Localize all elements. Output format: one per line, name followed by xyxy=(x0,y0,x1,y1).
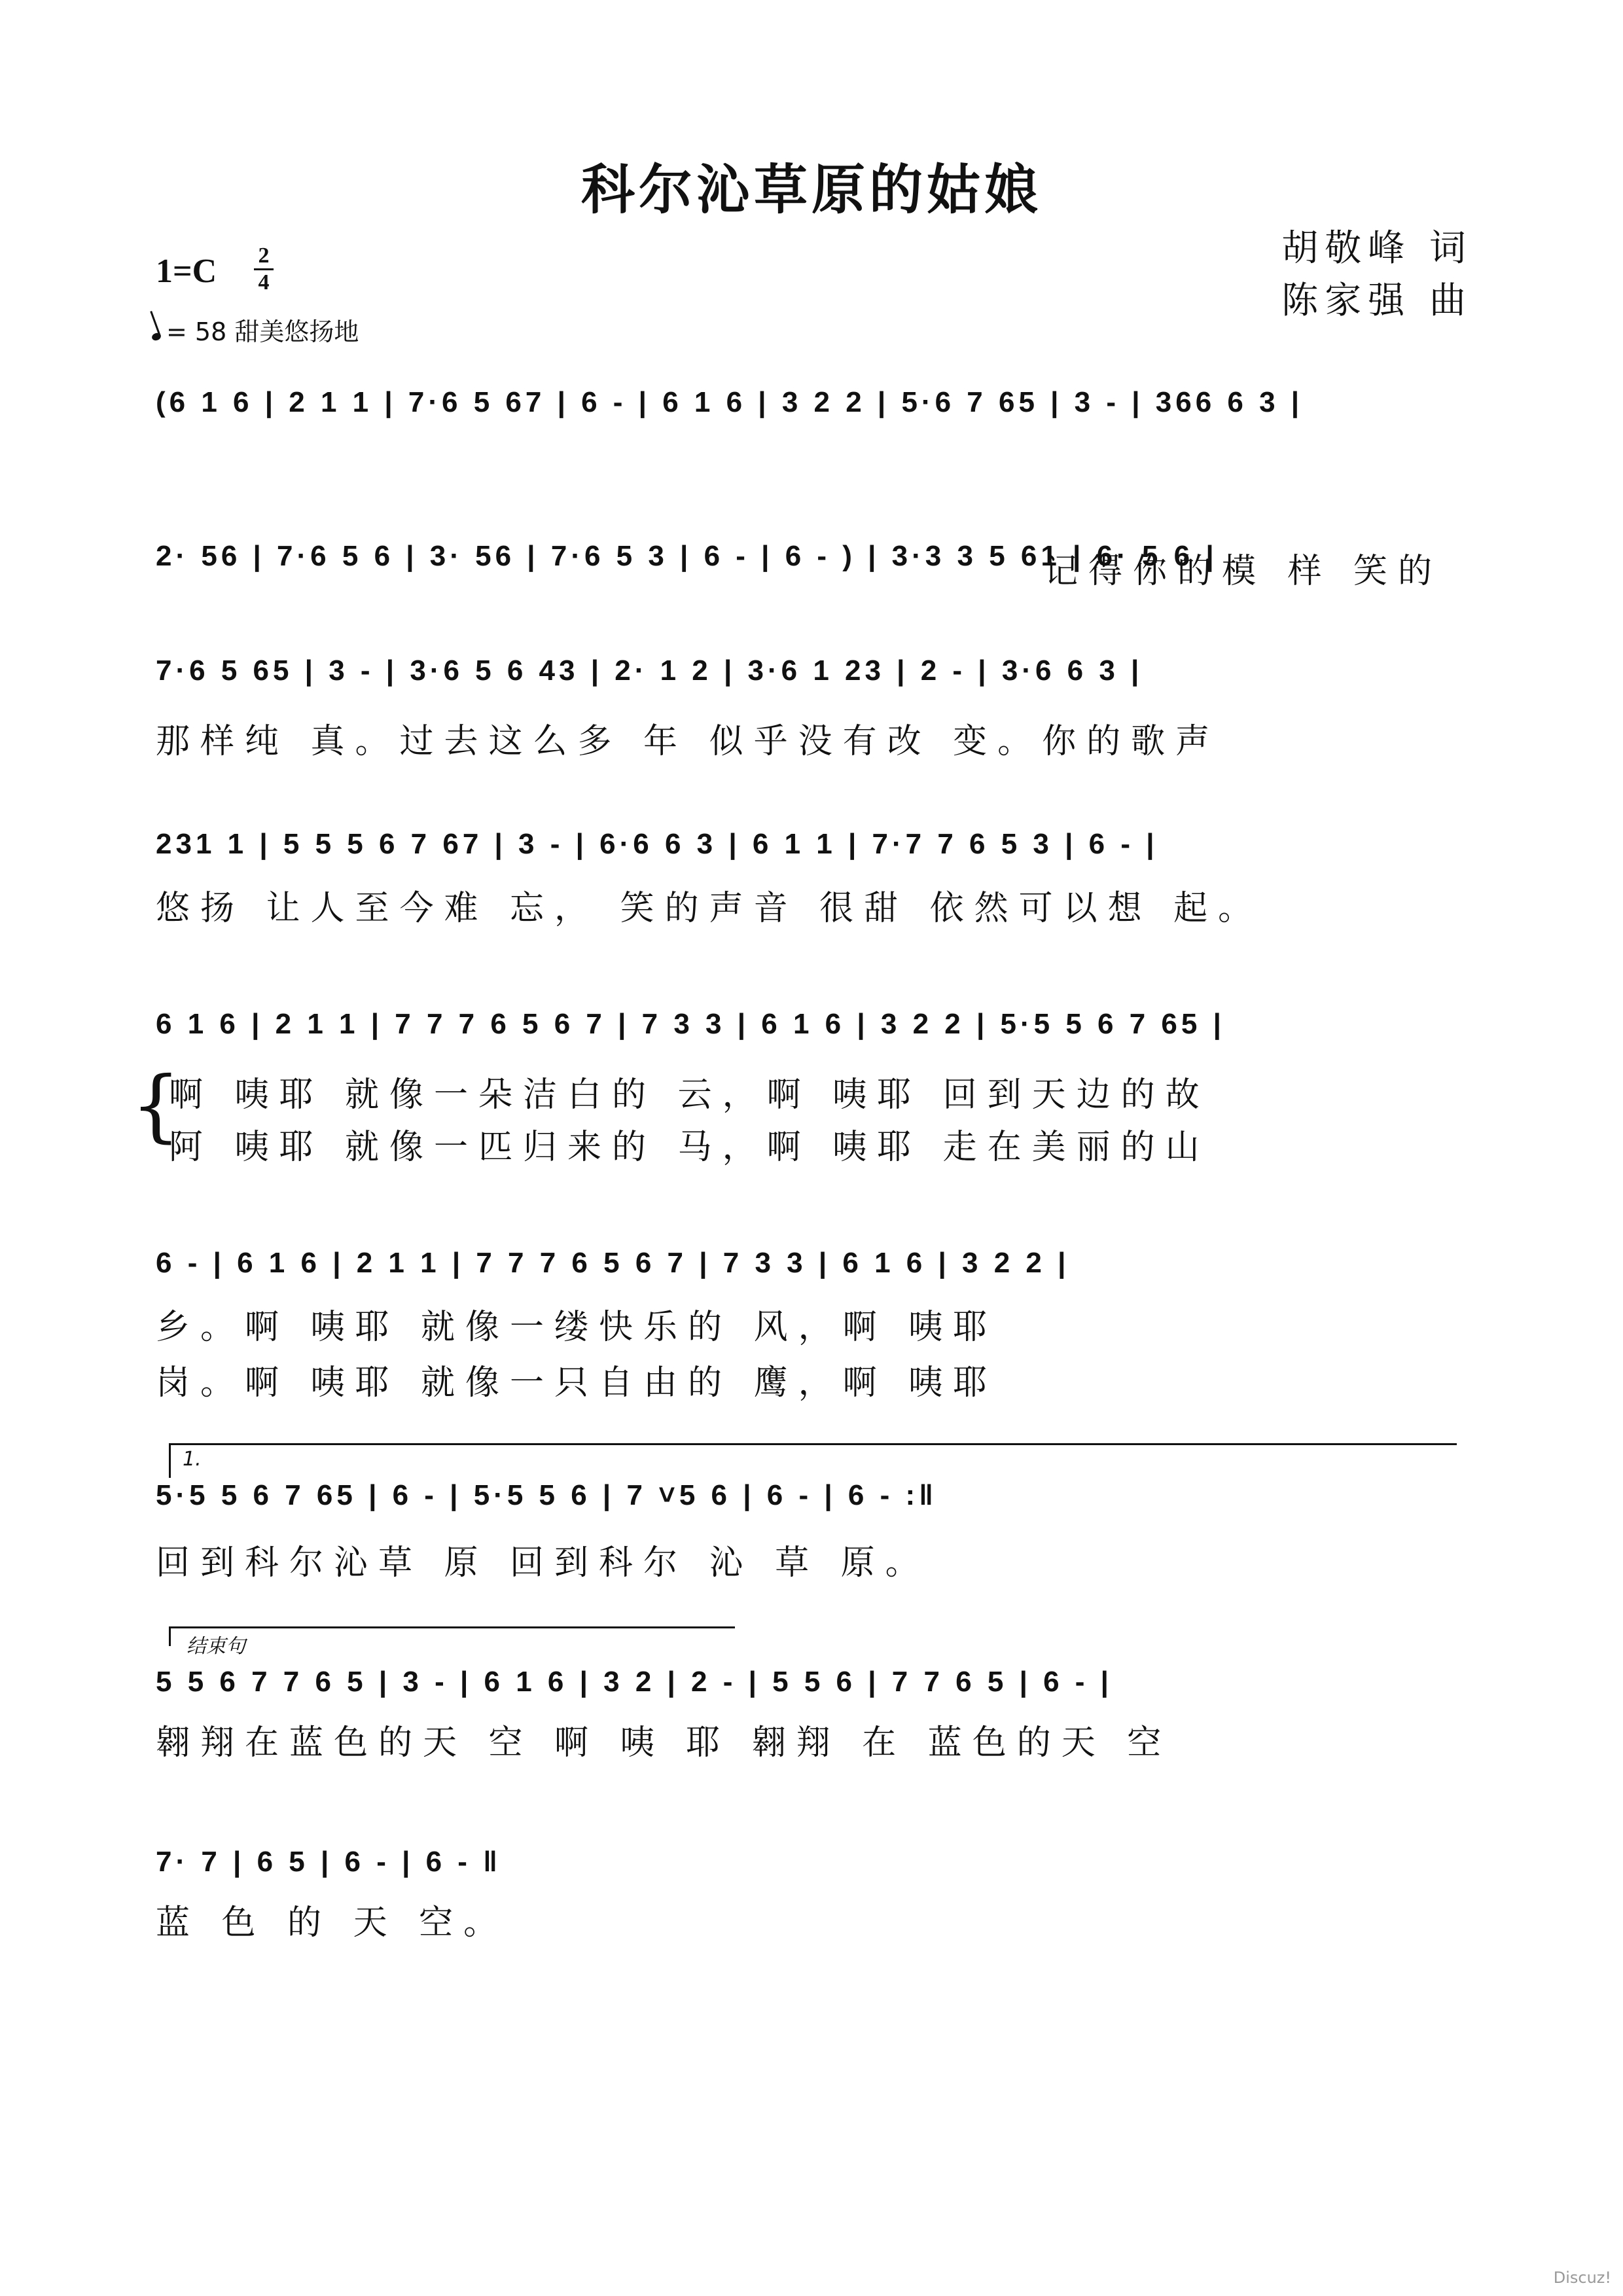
lyric-line: 翱翔在蓝色的天 空 啊 咦 耶 翱翔 在 蓝色的天 空 xyxy=(156,1723,1172,1763)
lyric-line-verse-2: 阿 咦耶 就像一匹归来的 马，啊 咦耶 走在美丽的山 xyxy=(169,1128,1210,1167)
notation-line: 7·6 5 65 | 3 - | 3·6 5 6 43 | 2· 1 2 | 3·6 1 23 | 2 - | 3·6 6 3 | xyxy=(156,655,1143,687)
lyric-line: 回到科尔沁草 原 回到科尔 沁 草 原。 xyxy=(156,1543,930,1583)
key-signature: 1=C xyxy=(156,253,217,290)
time-signature-top: 2 xyxy=(258,243,270,268)
notation-line: 231 1 | 5 5 5 6 7 67 | 3 - | 6·6 6 3 | 6 1 1 | 7·7 7 6 5 3 | 6 - | xyxy=(156,828,1158,860)
lyricist-credit: 胡敬峰 词 xyxy=(1281,227,1472,270)
score-row-1 xyxy=(156,386,1478,419)
quarter-note-icon xyxy=(151,332,162,342)
lyric-line-verse-1: 啊 咦耶 就像一朵洁白的 云，啊 咦耶 回到天边的故 xyxy=(169,1075,1210,1115)
notation-line: 5 5 6 7 7 6 5 | 3 - | 6 1 6 | 3 2 | 2 - | 5 5 6 | 7 7 6 5 | 6 - | xyxy=(156,1666,1113,1698)
ending-phrase-tick xyxy=(169,1626,171,1646)
score-row-8 xyxy=(156,1666,1478,1698)
notation-line: 5·5 5 6 7 65 | 6 - | 5·5 5 6 | 7 ˅5 6 | 6 - | 6 - :‖ xyxy=(156,1479,937,1511)
score-row-3 xyxy=(156,655,1478,687)
tempo-text: = 58 甜美悠扬地 xyxy=(166,317,359,346)
ending-phrase-label: 结束句 xyxy=(187,1635,245,1658)
verse-brace: { xyxy=(131,1060,181,1151)
ending-phrase-rule xyxy=(169,1626,735,1628)
time-signature-bottom: 4 xyxy=(258,270,270,295)
song-title: 科尔沁草原的姑娘 xyxy=(580,158,1042,221)
notation-line: 6 1 6 | 2 1 1 | 7 7 7 6 5 6 7 | 7 3 3 | 6 1 6 | 3 2 2 | 5·5 5 6 7 65 | xyxy=(156,1008,1225,1040)
lyric-line: 记得你的模 样 笑的 xyxy=(1044,552,1443,591)
lyric-line: 那样纯 真。过去这么多 年 似乎没有改 变。你的歌声 xyxy=(156,722,1221,761)
score-row-5 xyxy=(156,1008,1478,1041)
notation-line: (6 1 6 | 2 1 1 | 7·6 5 67 | 6 - | 6 1 6 | 3 2 2 | 5·6 7 65 | 3 - | 366 6 3 | xyxy=(156,386,1304,418)
tempo-marking xyxy=(152,312,359,348)
notation-line: 2· 56 | 7·6 5 6 | 3· 56 | 7·6 5 3 | 6 - | 6 - ) | 3·3 3 5 61 | 6· 5 6 | xyxy=(156,540,1218,572)
score-row-4 xyxy=(156,828,1478,861)
score-row-6 xyxy=(156,1247,1478,1280)
score-row-9 xyxy=(156,1846,1478,1878)
first-ending-bracket xyxy=(169,1443,1457,1478)
notation-line: 7· 7 | 6 5 | 6 - | 6 - ‖ xyxy=(156,1846,502,1878)
lyric-line: 悠扬 让人至今难 忘， 笑的声音 很甜 依然可以想 起。 xyxy=(156,889,1263,928)
composer-credit: 陈家强 曲 xyxy=(1281,279,1472,322)
lyric-line: 蓝 色 的 天 空。 xyxy=(156,1903,508,1943)
lyric-line-verse-1: 乡。啊 咦耶 就像一缕快乐的 风，啊 咦耶 xyxy=(156,1308,998,1347)
lyric-line-verse-2: 岗。啊 咦耶 就像一只自由的 鹰，啊 咦耶 xyxy=(156,1363,998,1403)
watermark: Discuz! xyxy=(1553,2269,1611,2287)
notation-line: 6 - | 6 1 6 | 2 1 1 | 7 7 7 6 5 6 7 | 7 3 3 | 6 1 6 | 3 2 2 | xyxy=(156,1247,1070,1279)
score-row-7 xyxy=(156,1479,1478,1512)
time-signature xyxy=(254,243,274,295)
first-ending-label: 1. xyxy=(183,1448,202,1471)
